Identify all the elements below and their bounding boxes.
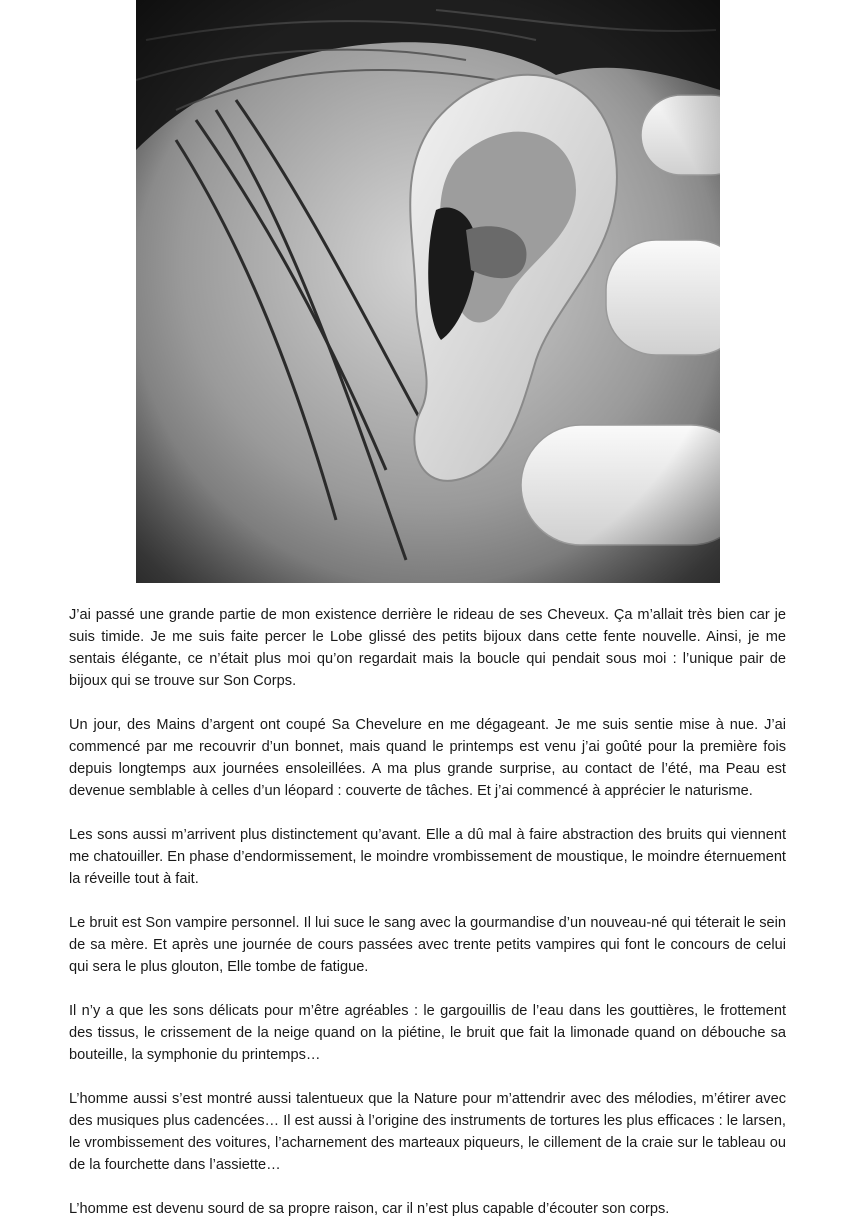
paragraph-7: L’homme est devenu sourd de sa propre raison, car il n’est plus capable d’écouter son corps. [69, 1201, 670, 1217]
ear-illustration [136, 0, 720, 583]
paragraph-1: J’ai passé une grande partie de mon existence derrière le rideau de ses Cheveux. Ça m’allait très bien car je suis timide. Je me suis faite percer le Lobe glissé des petits bijoux dans cette fente nouvelle. Ainsi, je me sentais élégante, ce n’était plus moi qu’on regardait mais la boucle qui pendait sous moi : l’unique pair de bijoux qui se trouve sur Son Corps. [69, 607, 786, 689]
paragraph-4: Le bruit est Son vampire personnel. Il lui suce le sang avec la gourmandise d’un nouveau-né qui téterait le sein de sa mère. Et après une journée de cours passées avec trente petits vampires qui font le concours de celui qui sera le plus glouton, Elle tombe de fatigue. [69, 915, 786, 975]
paragraph-3: Les sons aussi m’arrivent plus distinctement qu’avant. Elle a dû mal à faire abstraction des bruits qui viennent me chatouiller. En phase d’endormissement, le moindre vrombissement de moustique, le moindre éternuement la réveille tout à fait. [69, 827, 786, 887]
body-text [69, 604, 786, 1220]
paragraph-5: Il n’y a que les sons délicats pour m’être agréables : le gargouillis de l’eau dans les gouttières, le frottement des tissus, le crissement de la neige quand on la piétine, le bruit que fait la limonade quand on débouche sa bouteille, la symphonie du printemps… [69, 1003, 786, 1063]
ear-photo [136, 0, 720, 583]
paragraph-2: Un jour, des Mains d’argent ont coupé Sa Chevelure en me dégageant. Je me suis sentie mise à nue. J’ai commencé par me recouvrir d’un bonnet, mais quand le printemps est venu j’ai goûté pour la première fois depuis longtemps aux journées ensoleillées. A ma plus grande surprise, au contact de l’été, ma Peau est devenue semblable à celles d’un léopard : couverte de tâches. Et j’ai commencé à apprécier le naturisme. [69, 717, 786, 799]
paragraph-6: L’homme aussi s’est montré aussi talentueux que la Nature pour m’attendrir avec des mélodies, m’étirer avec des musiques plus cadencées… Il est aussi à l’origine des instruments de tortures les plus efficaces : le larsen, le vrombissement des voitures, l’acharnement des marteaux piqueurs, le cillement de la craie sur le tableau ou de la fourchette dans l’assiette… [69, 1091, 786, 1173]
